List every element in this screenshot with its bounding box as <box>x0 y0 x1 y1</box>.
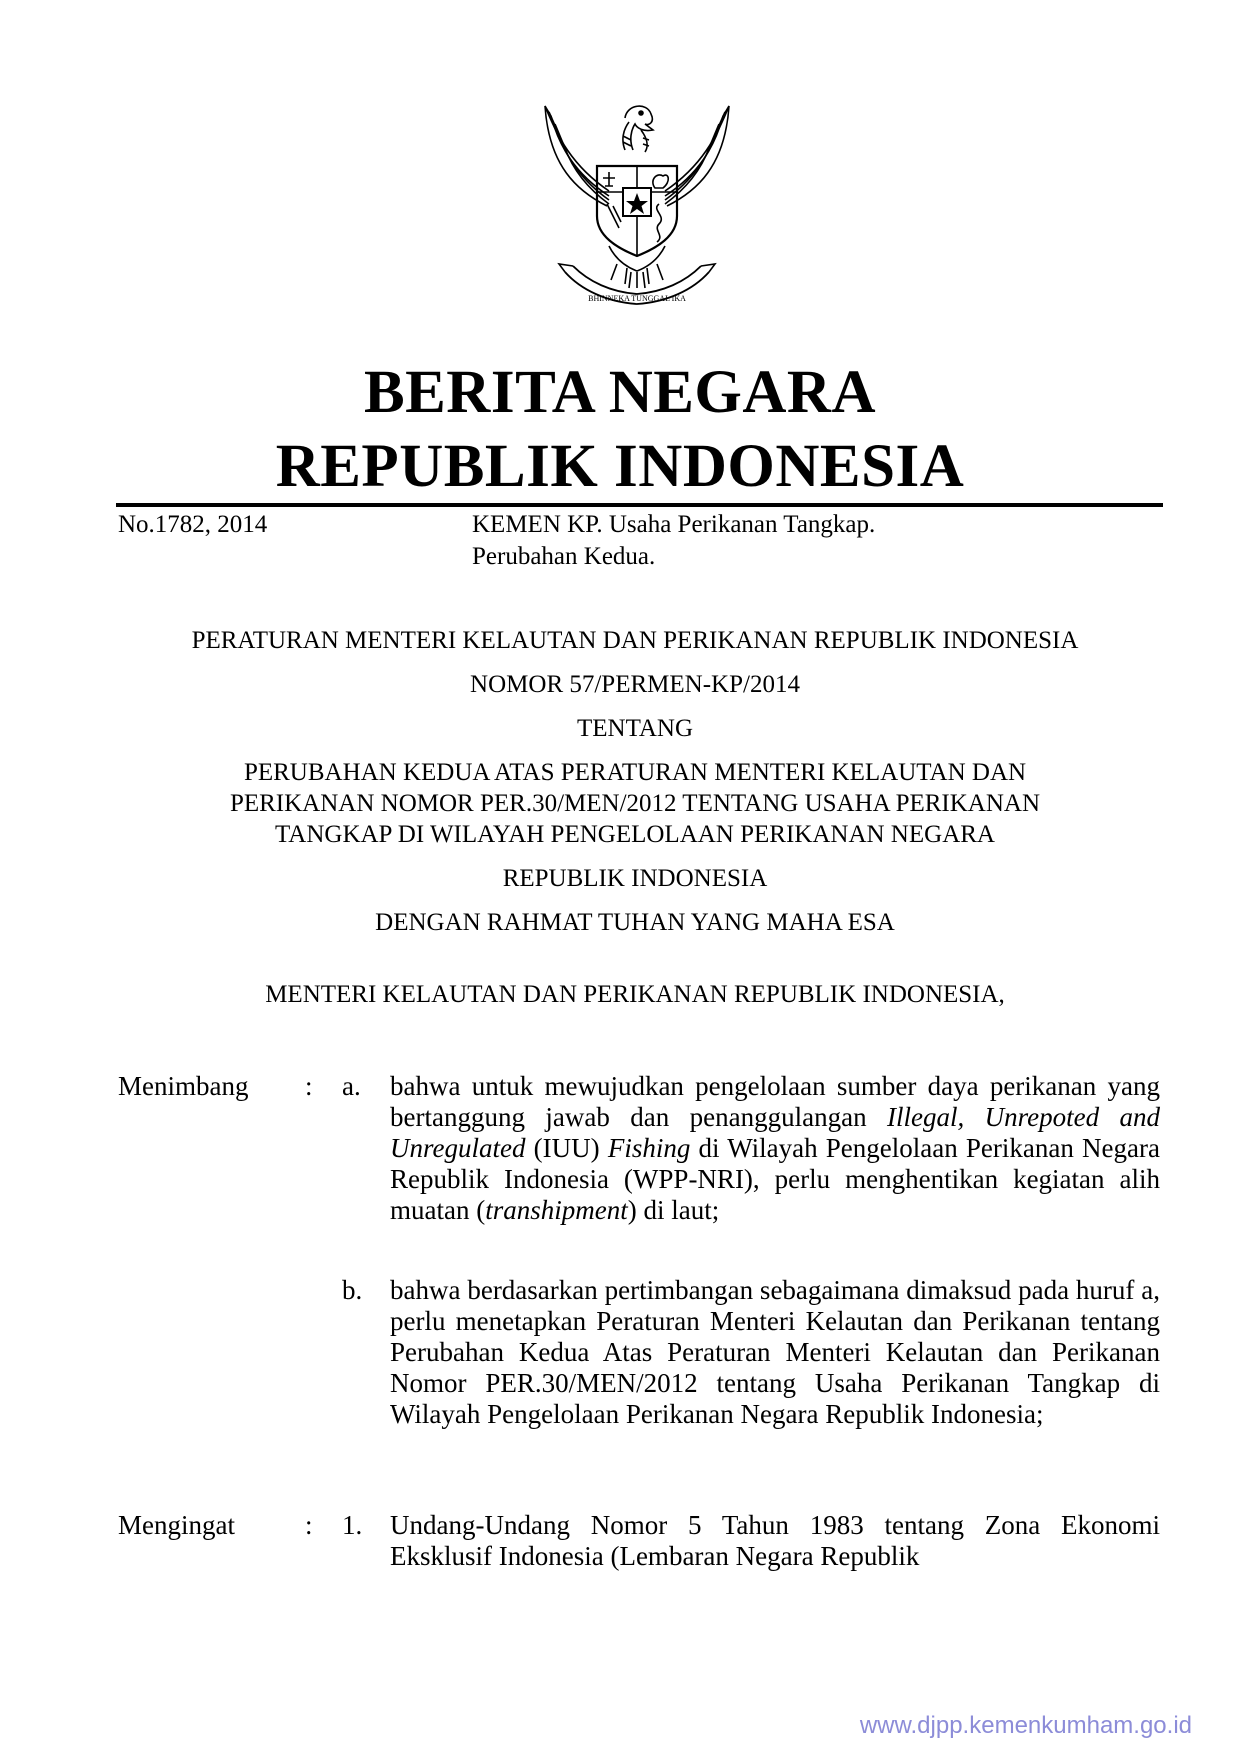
menimbang-item-a-text2: (IUU) <box>525 1133 608 1163</box>
regulation-title-line4: REPUBLIK INDONESIA <box>502 865 768 892</box>
gazette-subject-line1: KEMEN KP. Usaha Perikanan Tangkap. <box>472 511 876 538</box>
masthead-divider <box>116 503 1163 507</box>
regulation-title-line1: PERUBAHAN KEDUA ATAS PERATURAN MENTERI KELAUTAN DAN <box>243 759 1027 786</box>
rahmat-heading: DENGAN RAHMAT TUHAN YANG MAHA ESA <box>375 909 895 936</box>
emblem-motto: BHINNEKA TUNGGAL IKA <box>588 294 686 303</box>
mengingat-label: Mengingat <box>118 1510 235 1540</box>
regulation-heading: PERATURAN MENTERI KELAUTAN DAN PERIKANAN REPUBLIK INDONESIA <box>191 627 1079 654</box>
menimbang-item-a-marker: a. <box>342 1071 361 1101</box>
menimbang-item-a <box>390 1071 1160 1226</box>
menimbang-item-a-text3: di Wilayah Pengelolaan Perikanan Negara Republik Indonesia (WPP-NRI), perlu menghentikan kegiatan alih muatan ( <box>390 1133 1160 1225</box>
menimbang-item-a-italic1: Illegal, Unrepoted and Unregulated <box>390 1102 1160 1163</box>
masthead-title-line2: REPUBLIK INDONESIA <box>275 433 965 500</box>
gazette-subject-line2: Perubahan Kedua. <box>472 543 656 570</box>
regulation-title-line2: PERIKANAN NOMOR PER.30/MEN/2012 TENTANG USAHA PERIKANAN <box>229 790 1041 817</box>
menimbang-item-a-text4: ) di laut; <box>627 1195 720 1225</box>
menimbang-item-b-marker: b. <box>342 1275 363 1305</box>
minister-heading: MENTERI KELAUTAN DAN PERIKANAN REPUBLIK INDONESIA, <box>265 981 1005 1008</box>
menimbang-item-a-italic3: transhipment <box>485 1195 628 1225</box>
gazette-subject <box>472 509 875 573</box>
footer-url: www.djpp.kemenkumham.go.id <box>859 1712 1192 1739</box>
gazette-number: No.1782, 2014 <box>118 511 268 538</box>
menimbang-item-b: bahwa berdasarkan pertimbangan sebagaimana dimaksud pada huruf a, perlu menetapkan Peraturan Menteri Kelautan dan Perikanan tentang Perubahan Kedua Atas Peraturan Menteri Kelautan dan Perikanan Nomor PER.30/MEN/2012 tentang Usaha Perikanan Tangkap di Wilayah Pengelolaan Perikanan Negara Republik Indonesia; <box>390 1275 1160 1429</box>
masthead-title-line1: BERITA NEGARA <box>363 359 877 426</box>
menimbang-label: Menimbang <box>118 1071 249 1101</box>
mengingat-item-1: Undang-Undang Nomor 5 Tahun 1983 tentang Zona Ekonomi Eksklusif Indonesia (Lembaran Negara Republik <box>390 1510 1160 1571</box>
regulation-number: NOMOR 57/PERMEN-KP/2014 <box>470 671 800 698</box>
menimbang-item-a-text1: bahwa untuk mewujudkan pengelolaan sumber daya perikanan yang bertanggung jawab dan penanggulangan <box>390 1071 1160 1132</box>
mengingat-item-1-marker: 1. <box>342 1510 363 1540</box>
mengingat-colon: : <box>305 1510 313 1540</box>
menimbang-colon: : <box>305 1071 313 1101</box>
regulation-title-line3: TANGKAP DI WILAYAH PENGELOLAAN PERIKANAN NEGARA <box>275 821 995 848</box>
menimbang-item-a-italic2: Fishing <box>607 1133 691 1163</box>
garuda-emblem-icon <box>537 96 737 311</box>
tentang-heading: TENTANG <box>576 715 694 742</box>
